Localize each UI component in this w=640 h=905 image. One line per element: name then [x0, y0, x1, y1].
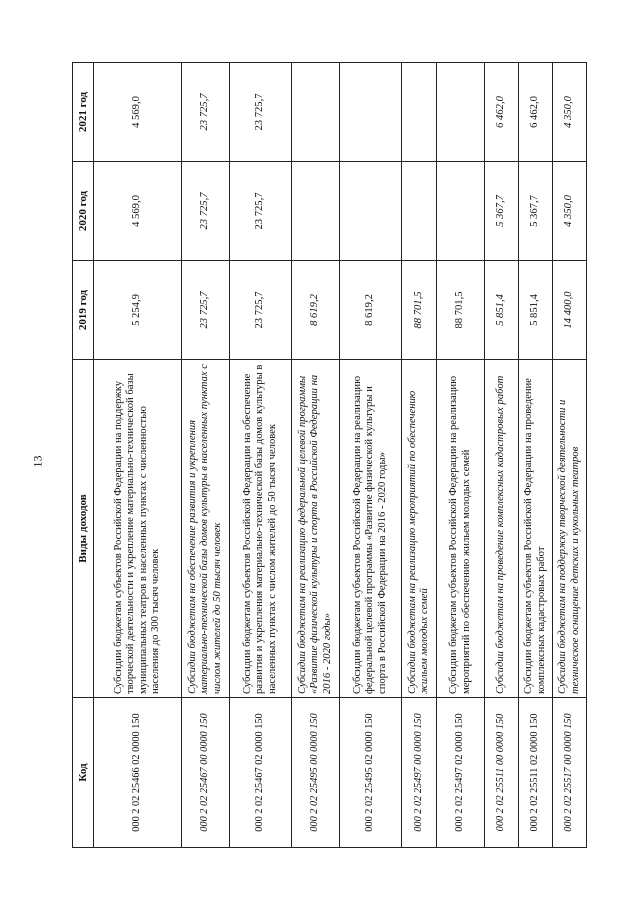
row-value-2019: 14 400,0 — [553, 261, 587, 360]
row-description: Субсидии бюджетам на обеспечение развития и укрепления материально-технической базы домов культуры в населенных пунктах с числом жителей до 50 тысяч человек — [182, 360, 230, 698]
row-value-2021: 23 725,7 — [182, 63, 230, 162]
row-value-2021 — [437, 63, 485, 162]
table-row — [182, 63, 230, 848]
row-code: 000 2 02 25467 00 0000 150 — [182, 698, 230, 848]
row-description: Субсидии бюджетам субъектов Российской Федерации на реализацию федеральной целевой программы «Развитие физической культуры и спорта в Российской Федерации на 2016 - 2020 годы» — [340, 360, 402, 698]
row-code: 000 2 02 25495 02 0000 150 — [340, 698, 402, 848]
row-code: 000 2 02 25466 02 0000 150 — [94, 698, 182, 848]
rotated-table-frame — [72, 62, 581, 848]
row-value-2020: 23 725,7 — [182, 162, 230, 261]
row-value-2019: 8 619,2 — [292, 261, 340, 360]
row-value-2021 — [340, 63, 402, 162]
row-code: 000 2 02 25497 02 0000 150 — [437, 698, 485, 848]
row-value-2020: 5 367,7 — [519, 162, 553, 261]
row-value-2021: 4 350,0 — [553, 63, 587, 162]
row-value-2020: 5 367,7 — [485, 162, 519, 261]
row-code: 000 2 02 25511 00 0000 150 — [485, 698, 519, 848]
table-row — [94, 63, 182, 848]
row-value-2019: 88 701,5 — [437, 261, 485, 360]
header-2020: 2020 год — [73, 162, 94, 261]
row-value-2021 — [292, 63, 340, 162]
row-value-2019: 5 851,4 — [485, 261, 519, 360]
row-code: 000 2 02 25511 02 0000 150 — [519, 698, 553, 848]
row-value-2021: 23 725,7 — [230, 63, 292, 162]
table-header-row — [73, 63, 94, 848]
header-2021: 2021 год — [73, 63, 94, 162]
header-2019: 2019 год — [73, 261, 94, 360]
row-description: Субсидии бюджетам на проведение комплексных кадастровых работ — [485, 360, 519, 698]
row-value-2020: 23 725,7 — [230, 162, 292, 261]
row-description: Субсидии бюджетам субъектов Российской Федерации на реализацию мероприятий по обеспечению жильем молодых семей — [437, 360, 485, 698]
table-row — [553, 63, 587, 848]
row-value-2019: 23 725,7 — [182, 261, 230, 360]
row-description: Субсидии бюджетам субъектов Российской Федерации на поддержку творческой деятельности и укрепление материально-технической базы муниципальных театров в населенных пунктах с численностью населения до 300 тысяч человек — [94, 360, 182, 698]
row-value-2019: 23 725,7 — [230, 261, 292, 360]
row-value-2020 — [402, 162, 437, 261]
row-description: Субсидии бюджетам на реализацию федеральной целевой программы «Развитие физической культуры и спорта в Российской Федерации на 2016 - 2020 годы» — [292, 360, 340, 698]
table-row — [485, 63, 519, 848]
row-value-2021: 4 569,0 — [94, 63, 182, 162]
header-kind: Виды доходов — [73, 360, 94, 698]
row-code: 000 2 02 25467 02 0000 150 — [230, 698, 292, 848]
table-row — [519, 63, 553, 848]
page-number: 13 — [30, 455, 45, 468]
row-value-2020 — [340, 162, 402, 261]
row-value-2019: 5 254,9 — [94, 261, 182, 360]
row-value-2020: 4 350,0 — [553, 162, 587, 261]
table-row — [402, 63, 437, 848]
table-row — [230, 63, 292, 848]
row-description: Субсидии бюджетам на реализацию мероприятий по обеспечению жильем молодых семей — [402, 360, 437, 698]
row-description: Субсидии бюджетам субъектов Российской Федерации на обеспечение развития и укрепления материально-технической базы домов культуры в населенных пунктах с числом жителей до 50 тысяч человек — [230, 360, 292, 698]
row-value-2020 — [437, 162, 485, 261]
table-row — [437, 63, 485, 848]
row-value-2020: 4 569,0 — [94, 162, 182, 261]
row-value-2019: 88 701,5 — [402, 261, 437, 360]
row-code: 000 2 02 25495 00 0000 150 — [292, 698, 340, 848]
row-description: Субсидии бюджетам на поддержку творческой деятельности и техническое оснащение детских и кукольных театров — [553, 360, 587, 698]
table-row — [292, 63, 340, 848]
row-value-2021 — [402, 63, 437, 162]
row-value-2021: 6 462,0 — [519, 63, 553, 162]
row-description: Субсидии бюджетам субъектов Российской Федерации на проведение комплексных кадастровых работ — [519, 360, 553, 698]
row-value-2019: 5 851,4 — [519, 261, 553, 360]
row-code: 000 2 02 25517 00 0000 150 — [553, 698, 587, 848]
table-row — [340, 63, 402, 848]
revenue-table — [72, 62, 587, 848]
row-value-2020 — [292, 162, 340, 261]
row-value-2021: 6 462,0 — [485, 63, 519, 162]
row-value-2019: 8 619,2 — [340, 261, 402, 360]
header-code: Код — [73, 698, 94, 848]
row-code: 000 2 02 25497 00 0000 150 — [402, 698, 437, 848]
